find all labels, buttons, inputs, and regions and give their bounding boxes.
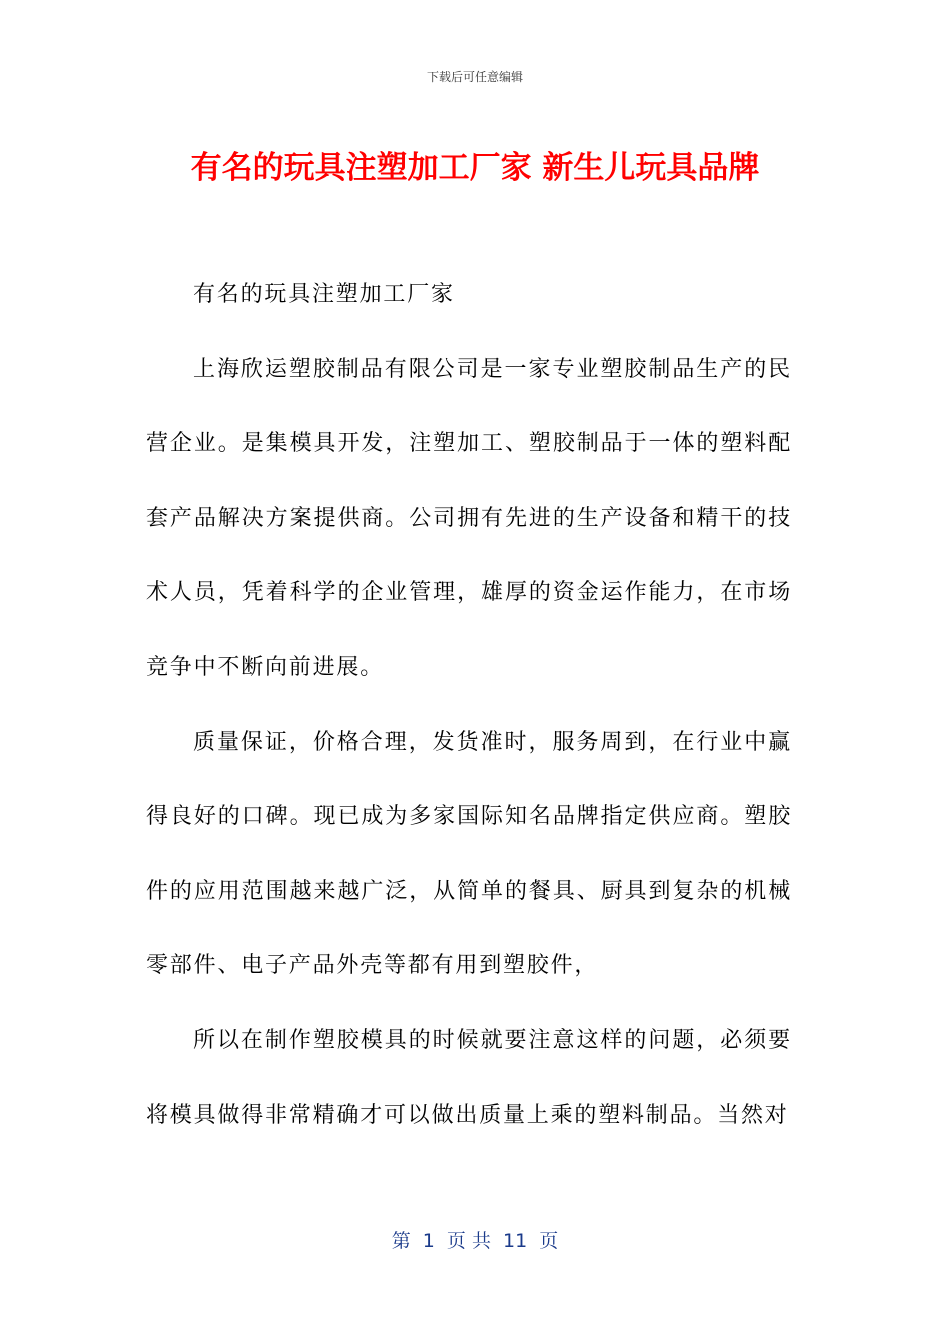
- paragraph-mold-precision: 所以在制作塑胶模具的时候就要注意这样的问题，必须要将模具做得非常精确才可以做出质量上乘的塑料制品。当然对: [146, 1027, 792, 1128]
- page-number-footer: 第 1 页 共 11 页: [391, 1230, 559, 1252]
- document-body: [146, 258, 792, 1153]
- document-title: 有名的玩具注塑加工厂家 新生儿玩具品牌: [190, 150, 760, 186]
- paragraph-quality: 质量保证，价格合理，发货准时，服务周到，在行业中赢得良好的口碑。现已成为多家国际知名品牌指定供应商。塑胶件的应用范围越来越广泛，从简单的餐具、厨具到复杂的机械零部件、电子产品外壳等都有用到塑胶件，: [146, 729, 792, 979]
- paragraph-company-intro: 上海欣运塑胶制品有限公司是一家专业塑胶制品生产的民营企业。是集模具开发，注塑加工、塑胶制品于一体的塑料配套产品解决方案提供商。公司拥有先进的生产设备和精干的技术人员，凭着科学的企业管理，雄厚的资金运作能力，在市场竞争中不断向前进展。: [146, 356, 792, 680]
- paragraph-subtitle: 有名的玩具注塑加工厂家: [193, 282, 455, 307]
- header-note: 下载后可任意编辑: [426, 70, 523, 84]
